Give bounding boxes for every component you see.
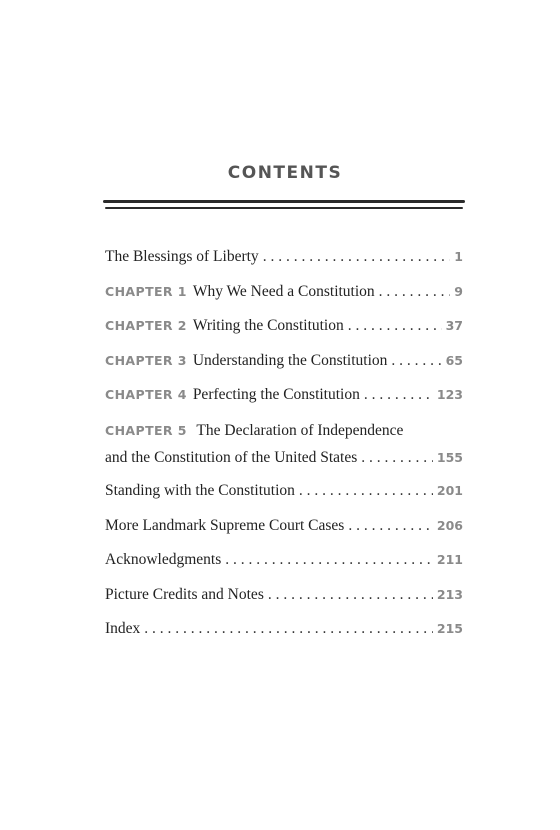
- entry-title: The Blessings of Liberty: [105, 248, 259, 265]
- toc-entry-chapter-1[interactable]: [105, 275, 463, 310]
- page-number: 155: [436, 449, 463, 465]
- dot-leader: [391, 344, 441, 379]
- chapter-label: CHAPTER 4: [105, 387, 187, 403]
- entry-title-continued: and the Constitution of the United States: [105, 448, 358, 466]
- entry-title: Index: [105, 620, 141, 638]
- heading-rule-top: [103, 200, 465, 203]
- entry-title: Why We Need a Constitution: [192, 282, 375, 300]
- chapter-label: CHAPTER 5: [105, 422, 187, 438]
- dot-leader: [263, 240, 451, 275]
- chapter-label: CHAPTER 2: [105, 318, 187, 334]
- dot-leader: [225, 543, 433, 578]
- entry-title: Understanding the Constitution: [192, 351, 388, 369]
- table-of-contents: [105, 240, 463, 647]
- chapter-label: CHAPTER 1: [105, 283, 187, 299]
- dot-leader: [361, 444, 433, 471]
- page-number: 213: [436, 586, 463, 602]
- dot-leader: [348, 509, 433, 544]
- entry-title: Standing with the Constitution: [105, 481, 295, 499]
- entry-title: Writing the Constitution: [192, 317, 344, 335]
- page-number: 1: [454, 249, 463, 264]
- page-number: 37: [445, 318, 463, 334]
- dot-leader: [348, 309, 442, 344]
- toc-entry-introduction[interactable]: [105, 240, 463, 275]
- entry-title: More Landmark Supreme Court Cases: [105, 516, 345, 534]
- toc-entry-acknowledgments[interactable]: [105, 543, 463, 578]
- toc-entry-picture-credits[interactable]: [105, 578, 463, 613]
- page-number: 206: [436, 517, 463, 533]
- entry-title: Perfecting the Constitution: [192, 386, 360, 404]
- entry-title: Picture Credits and Notes: [105, 585, 264, 603]
- page-number: 65: [445, 352, 463, 368]
- toc-entry-index[interactable]: [105, 612, 463, 647]
- heading-rule-bottom: [105, 207, 463, 209]
- page-number: 201: [436, 482, 463, 498]
- dot-leader: [299, 474, 433, 509]
- dot-leader: [144, 612, 433, 647]
- toc-entry-landmark-cases[interactable]: [105, 509, 463, 544]
- page-number: 215: [436, 621, 463, 637]
- contents-heading: CONTENTS: [227, 163, 343, 183]
- page-number: 9: [454, 283, 463, 299]
- toc-entry-standing[interactable]: [105, 474, 463, 509]
- toc-entry-chapter-5[interactable]: [105, 413, 463, 474]
- dot-leader: [364, 378, 433, 413]
- toc-entry-chapter-4[interactable]: [105, 378, 463, 413]
- dot-leader: [268, 578, 433, 613]
- page-number: 123: [436, 387, 463, 403]
- toc-entry-chapter-3[interactable]: [105, 344, 463, 379]
- chapter-label: CHAPTER 3: [105, 352, 187, 368]
- page-number: 211: [436, 552, 463, 568]
- toc-entry-chapter-2[interactable]: [105, 309, 463, 344]
- dot-leader: [379, 275, 451, 310]
- entry-title: Acknowledgments: [105, 551, 222, 569]
- entry-title: The Declaration of Independence: [196, 421, 404, 439]
